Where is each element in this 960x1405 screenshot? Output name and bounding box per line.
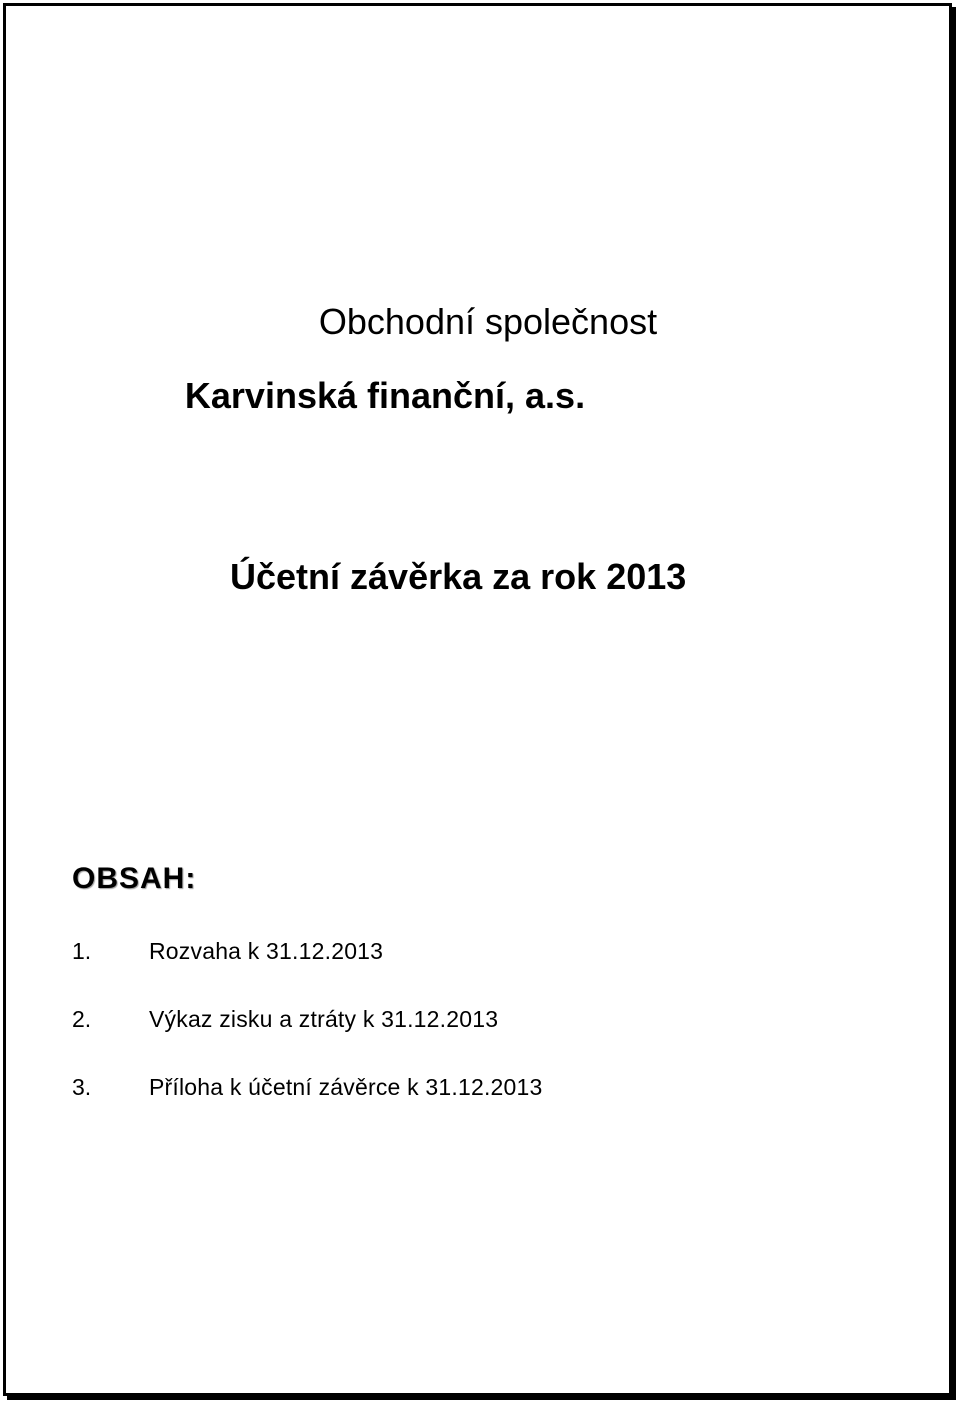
contents-item-text: Rozvaha k 31.12.2013 — [149, 938, 384, 964]
contents-item-income-statement — [72, 1006, 543, 1040]
contents-item-number: 2. — [72, 1006, 92, 1032]
contents-item-notes — [72, 1074, 543, 1108]
contents-item-text: Příloha k účetní závěrce k 31.12.2013 — [149, 1074, 543, 1100]
contents-list — [72, 938, 543, 1108]
contents-item-number: 1. — [72, 938, 92, 964]
contents-item-balance-sheet — [72, 938, 543, 972]
company-intro: Obchodní společnost — [318, 301, 658, 342]
contents-heading: OBSAH: — [72, 862, 197, 895]
page-frame — [3, 3, 952, 1396]
report-title: Účetní závěrka za rok 2013 — [230, 556, 687, 597]
contents-item-number: 3. — [72, 1074, 92, 1100]
contents-item-text: Výkaz zisku a ztráty k 31.12.2013 — [149, 1006, 499, 1032]
company-name: Karvinská finanční, a.s. — [184, 375, 586, 416]
